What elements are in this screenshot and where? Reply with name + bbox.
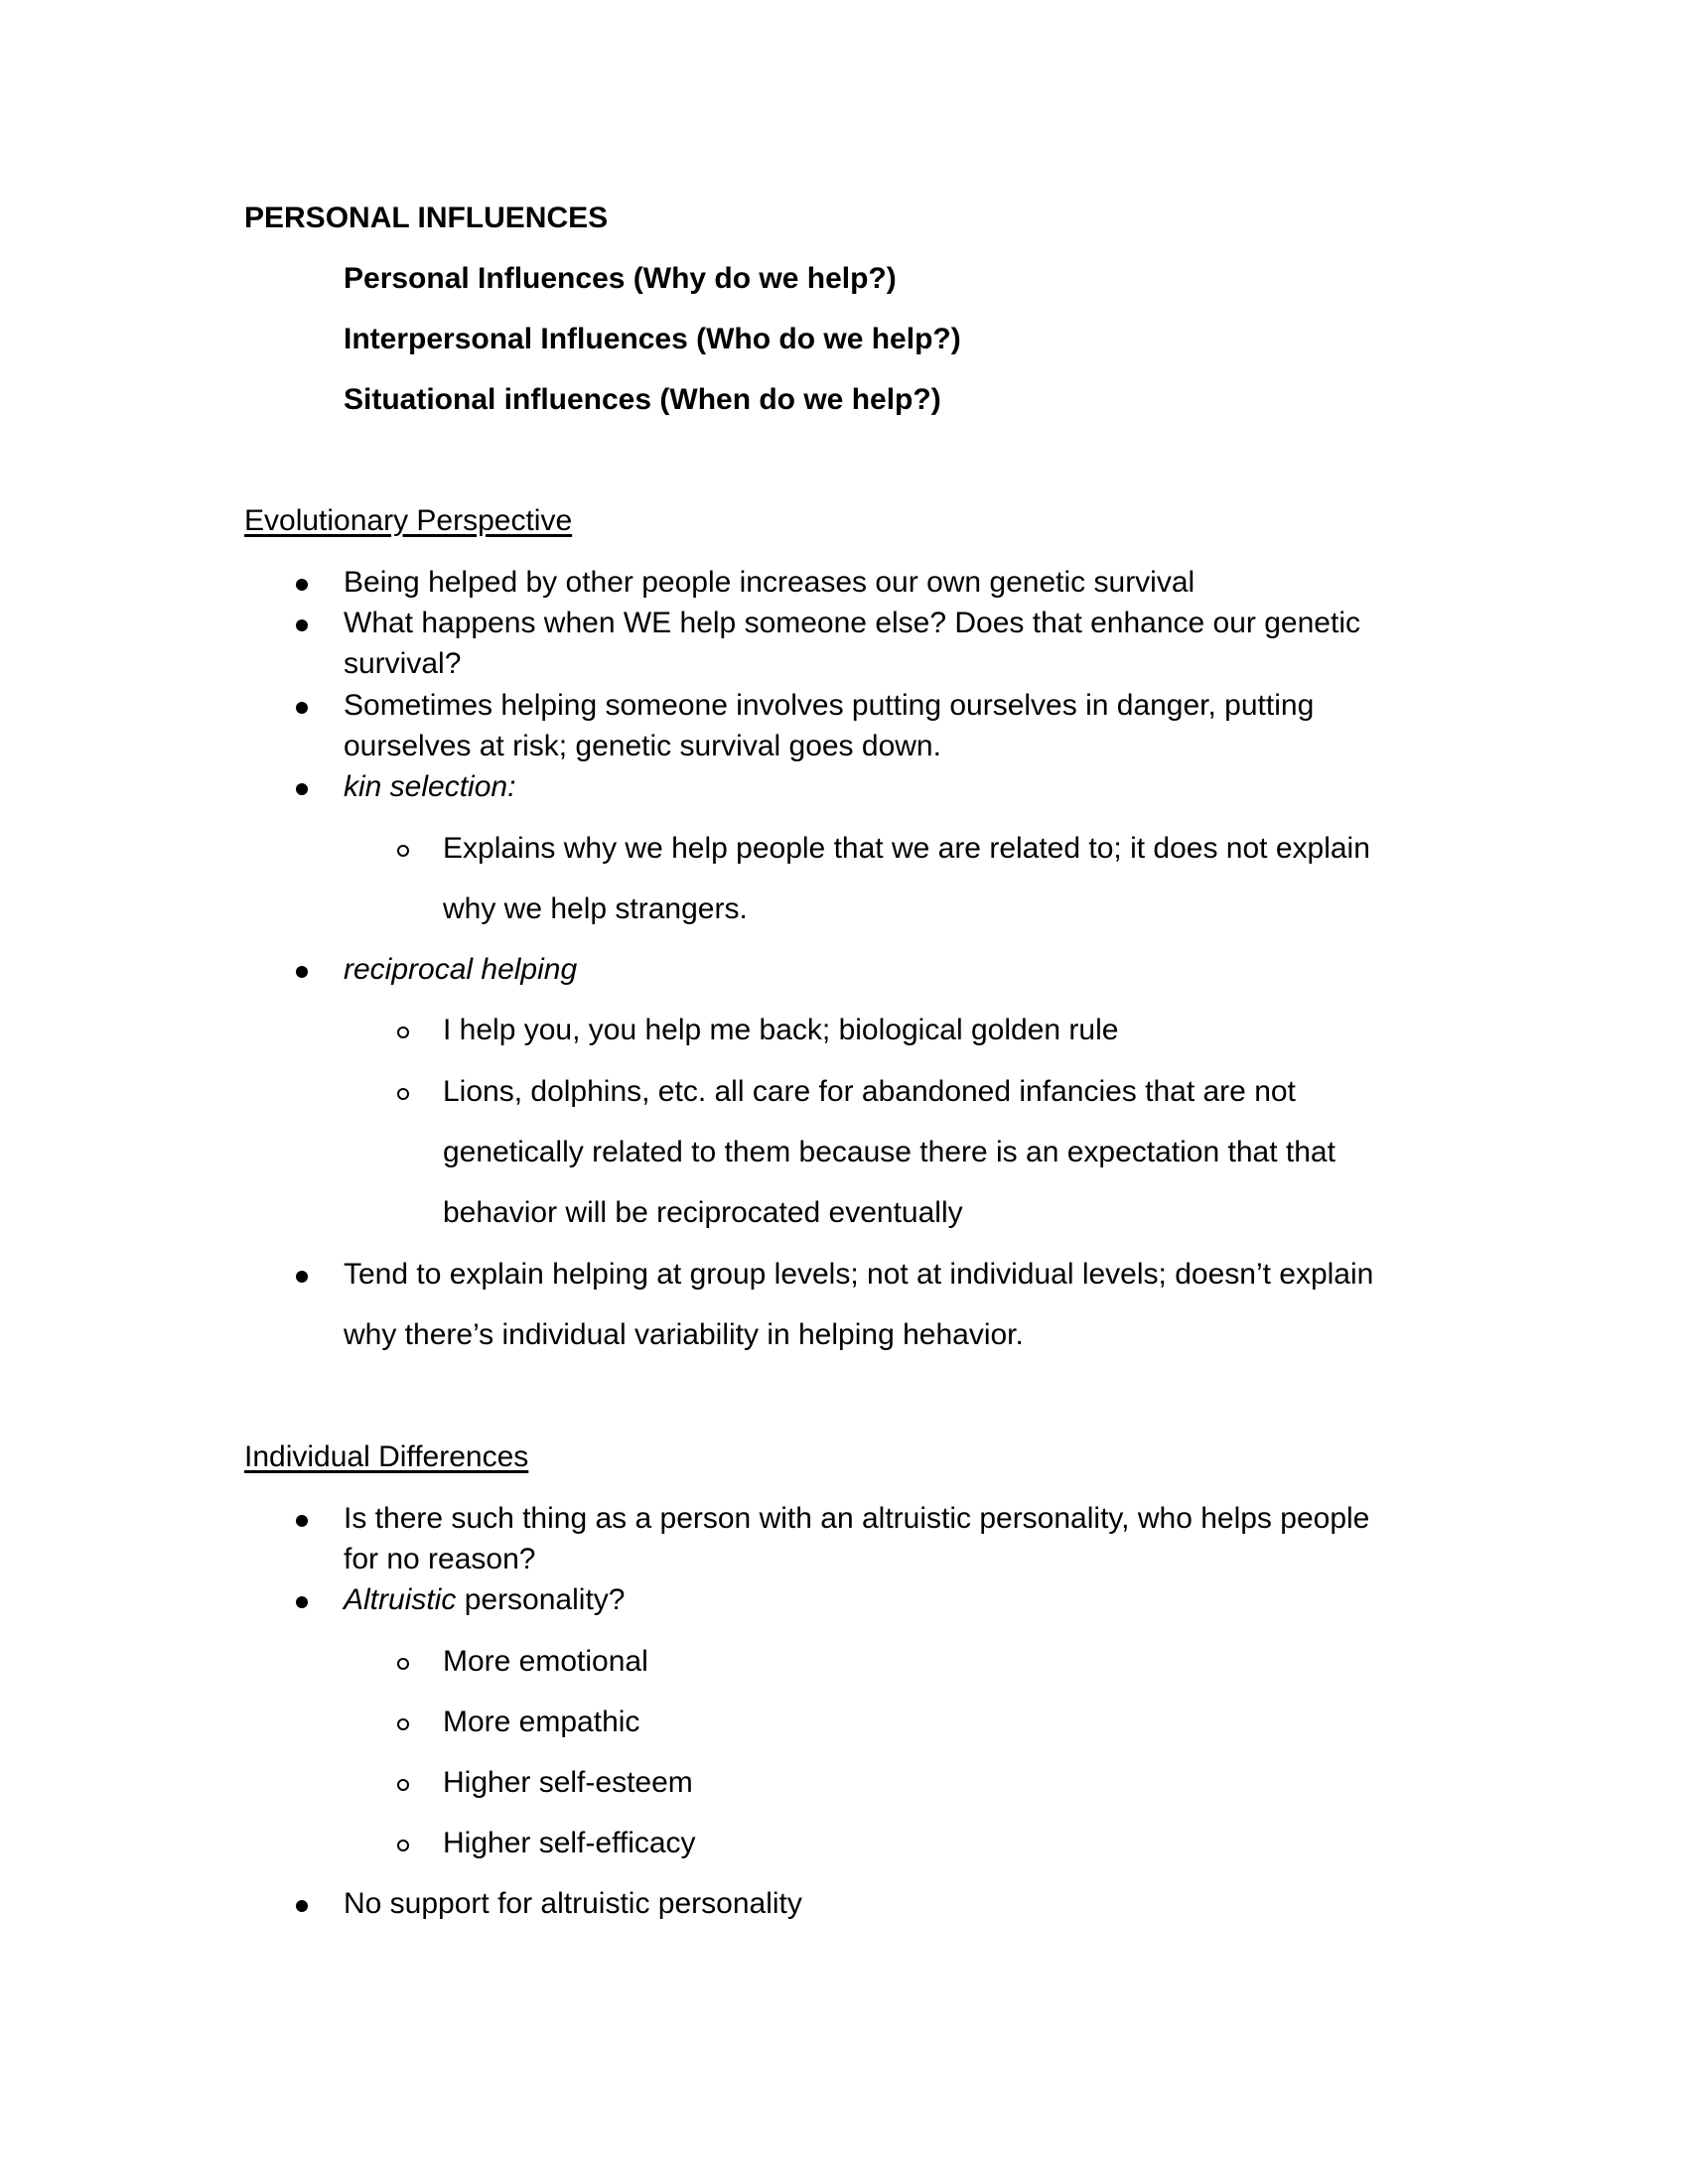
circle-bullet-icon bbox=[397, 1718, 409, 1730]
list-item-text: why there’s individual variability in helping hehavior. bbox=[344, 1318, 1024, 1351]
section-heading-evolutionary: Evolutionary Perspective bbox=[244, 504, 573, 537]
list-item-text: Sometimes helping someone involves putting ourselves in danger, putting bbox=[344, 689, 1315, 722]
list-item-text: No support for altruistic personality bbox=[344, 1887, 802, 1920]
sublist-item-text: More emotional bbox=[443, 1645, 648, 1678]
list-item-text: for no reason? bbox=[344, 1543, 536, 1575]
sublist-item-text: Explains why we help people that we are related to; it does not explain bbox=[443, 832, 1370, 865]
circle-bullet-icon bbox=[397, 1026, 409, 1038]
italic-term: Altruistic bbox=[344, 1583, 457, 1616]
subheading-personal: Personal Influences (Why do we help?) bbox=[344, 262, 897, 295]
bullet-icon bbox=[296, 1271, 308, 1283]
list-item-text: What happens when WE help someone else? Does that enhance our genetic bbox=[344, 607, 1360, 639]
list-item-text: reciprocal helping bbox=[344, 953, 578, 986]
sublist-item-text: why we help strangers. bbox=[443, 892, 748, 925]
bullet-icon bbox=[296, 1515, 308, 1527]
list-item-text bbox=[344, 1580, 625, 1620]
bullet-icon bbox=[296, 966, 308, 978]
sublist-item-text: I help you, you help me back; biological golden rule bbox=[443, 1014, 1119, 1046]
list-item-text: Is there such thing as a person with an altruistic personality, who helps people bbox=[344, 1502, 1370, 1535]
list-item-text: kin selection: bbox=[344, 770, 516, 803]
circle-bullet-icon bbox=[397, 1840, 409, 1851]
circle-bullet-icon bbox=[397, 1088, 409, 1100]
sublist-item-text: More empathic bbox=[443, 1706, 640, 1738]
bullet-icon bbox=[296, 579, 308, 591]
subheading-situational: Situational influences (When do we help?) bbox=[344, 383, 941, 416]
bullet-icon bbox=[296, 1596, 308, 1608]
bullet-icon bbox=[296, 1900, 308, 1912]
subheading-interpersonal: Interpersonal Influences (Who do we help?) bbox=[344, 323, 961, 355]
circle-bullet-icon bbox=[397, 1779, 409, 1791]
sublist-item-text: Lions, dolphins, etc. all care for abandoned infancies that are not bbox=[443, 1075, 1296, 1108]
list-item-text: Being helped by other people increases our own genetic survival bbox=[344, 566, 1196, 599]
circle-bullet-icon bbox=[397, 845, 409, 857]
list-item-rest: personality? bbox=[456, 1583, 626, 1616]
list-item-text: Tend to explain helping at group levels; not at individual levels; doesn’t explain bbox=[344, 1258, 1374, 1291]
sublist-item-text: Higher self-esteem bbox=[443, 1766, 693, 1799]
sublist-item-text: Higher self-efficacy bbox=[443, 1827, 696, 1859]
document-title: PERSONAL INFLUENCES bbox=[244, 202, 609, 234]
list-item-text: survival? bbox=[344, 647, 462, 680]
circle-bullet-icon bbox=[397, 1658, 409, 1670]
bullet-icon bbox=[296, 619, 308, 631]
bullet-icon bbox=[296, 702, 308, 714]
bullet-icon bbox=[296, 783, 308, 795]
list-item-text: ourselves at risk; genetic survival goes down. bbox=[344, 730, 941, 762]
section-heading-individual: Individual Differences bbox=[244, 1440, 529, 1473]
sublist-item-text: genetically related to them because there is an expectation that that bbox=[443, 1136, 1336, 1168]
sublist-item-text: behavior will be reciprocated eventually bbox=[443, 1196, 963, 1229]
